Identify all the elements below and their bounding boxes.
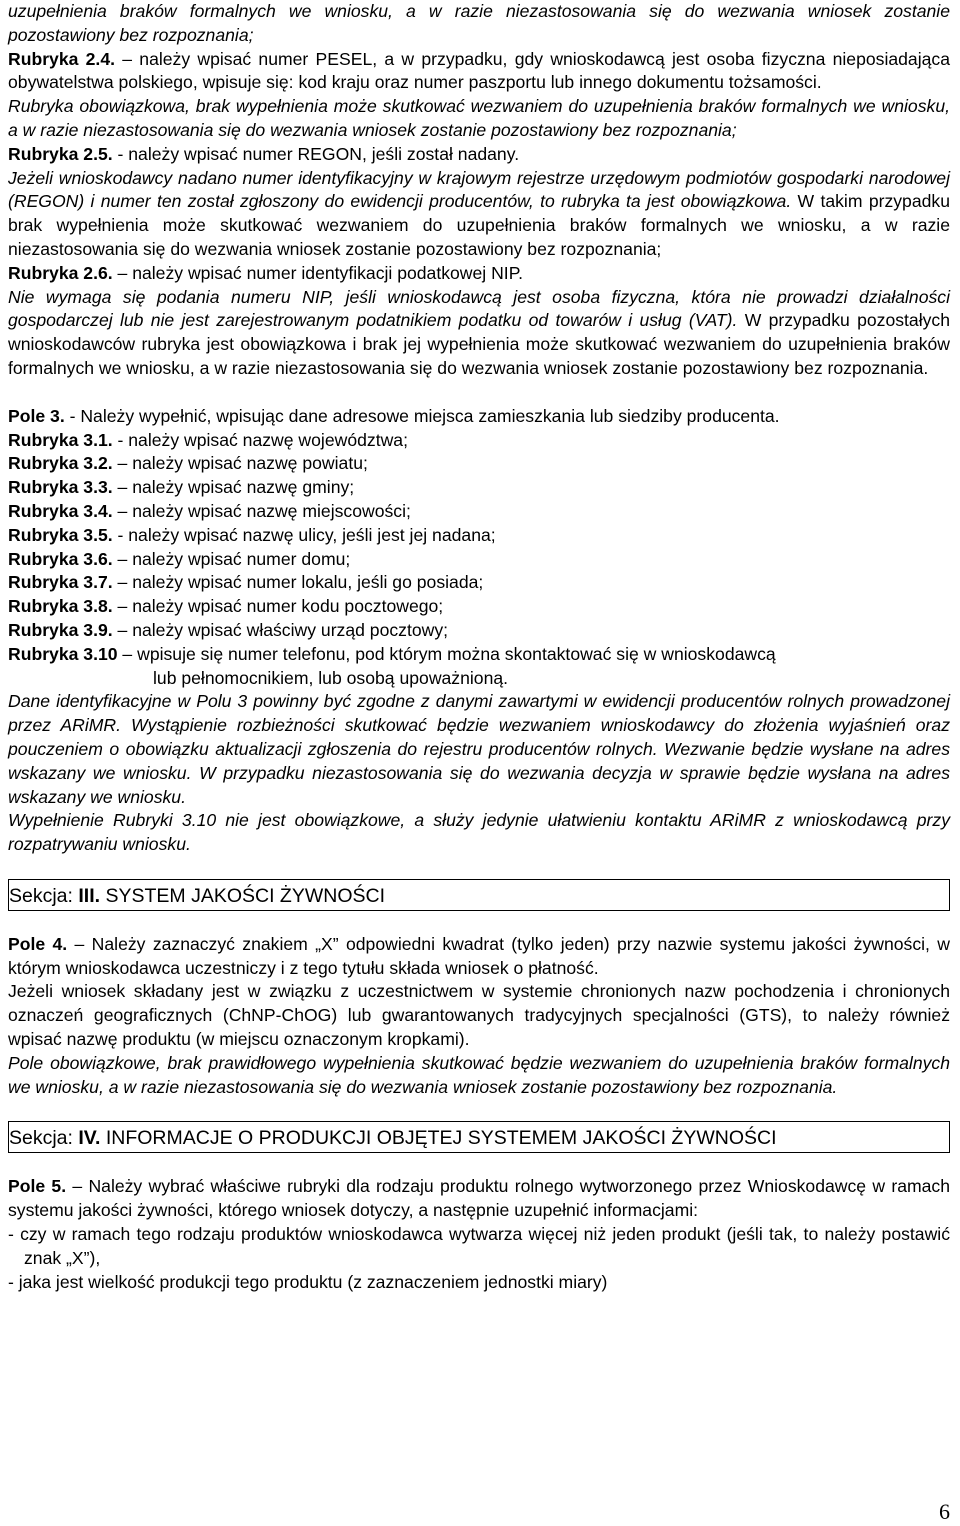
rubryka-text: – należy wpisać nazwę gminy; [112, 477, 355, 498]
section-header-iv [8, 1121, 950, 1153]
pole-3-note-2: Wypełnienie Rubryki 3.10 nie jest obowiązkowe, a służy jedynie ułatwieniu kontaktu ARiMR z wnioskodawcą przy rozpatrywaniu wniosku. [8, 810, 950, 855]
pole-4-note: Pole obowiązkowe, brak prawidłowego wypełnienia skutkować będzie wezwaniem do uzupełnienia braków formalnych we wniosku, a w razie niezastosowania się do wezwania wniosek zostanie pozostawiony bez rozpoznania. [8, 1052, 950, 1097]
rubryka-row [8, 595, 950, 619]
list-item: - jaka jest wielkość produkcji tego produktu (z zaznaczeniem jednostki miary) [8, 1271, 608, 1292]
section-title: INFORMACJE O PRODUKCJI OBJĘTEJ SYSTEMEM JAKOŚCI ŻYWNOŚCI [100, 1127, 777, 1150]
rubryka-label: Rubryka 3.5. [8, 524, 113, 545]
rubryka-row [8, 619, 950, 643]
rubryka-label: Rubryka 2.5. [8, 143, 113, 164]
section-number: III. [78, 884, 101, 907]
rubryka-row [8, 452, 950, 476]
rubryka-label: Rubryka 3.9. [8, 619, 113, 640]
pole-text: – Należy zaznaczyć znakiem „X” odpowiedni kwadrat (tylko jeden) przy nazwie systemu jakości żywności, w którym wnioskodawca uczestniczy i z tego tytułu składa wniosek o płatność. [8, 933, 950, 978]
rubryka-text: – należy wpisać numer PESEL, a w przypadku, gdy wnioskodawcą jest osoba fizyczna nieposiadająca obywatelstwa polskiego, wpisuje się: kod kraju oraz numer paszportu lub innego dokumentu tożsamości. [8, 48, 950, 93]
rubryka-text: – należy wpisać numer lokalu, jeśli go posiada; [112, 572, 484, 593]
rubryka-text: - należy wpisać nazwę ulicy, jeśli jest jej nadana; [112, 524, 496, 545]
rubryka-label: Rubryka 3.7. [8, 572, 113, 593]
rubryka-row [8, 500, 950, 524]
rubryka-row [8, 524, 950, 548]
document-page [8, 0, 950, 1294]
rubryka-3-10-cont: lub pełnomocnikiem, lub osobą upoważnioną. [153, 667, 509, 688]
rubryka-text: – należy wpisać nazwę powiatu; [112, 453, 368, 474]
rubryka-2-4-note: Rubryka obowiązkowa, brak wypełnienia może skutkować wezwaniem do uzupełnienia braków formalnych we wniosku, a w razie niezastosowania się do wezwania wniosek zostanie pozostawiony bez rozpoznania; [8, 96, 950, 140]
note-text: W takim przypadku brak wypełnienia może skutkować wezwaniem do uzupełnienia braków formalnych we wniosku, a w razie niezastosowania się do wezwania wniosek zostanie pozostawiony bez rozpoznania; [8, 191, 950, 259]
rubryka-2-4 [8, 48, 950, 96]
note-italic: Jeżeli wnioskodawcy nadano numer identyfikacyjny w krajowym rejestrze urzędowym podmiotów gospodarki narodowej (REGON) i numer ten został zgłoszony do ewidencji producentów, to rubryka ta jest obowiązkowa. [8, 167, 950, 212]
pole-text: - Należy wypełnić, wpisując dane adresowe miejsca zamieszkania lub siedziby producenta. [64, 405, 780, 426]
pole-4-p2: Jeżeli wniosek składany jest w związku z uczestnictwem w systemie chronionych nazw pochodzenia i chronionych oznaczeń geograficznych (ChNP-ChOG) lub gwarantowanych tradycyjnych specjalności (GTS), to należy również wpisać nazwę produktu (w miejscu oznaczonym kropkami). [8, 981, 950, 1050]
list-item: - czy w ramach tego rodzaju produktów wnioskodawca wytwarza więcej niż jeden produkt (jeśli tak, to należy postawić znak „X”), [8, 1224, 950, 1268]
rubryka-label: Rubryka 2.6. [8, 262, 113, 283]
rubryka-label: Rubryka 3.2. [8, 453, 113, 474]
pole-label: Pole 3. [8, 405, 65, 426]
rubryka-row [8, 571, 950, 595]
rubryka-row [8, 476, 950, 500]
rubryka-text: – należy wpisać nazwę miejscowości; [112, 500, 411, 521]
rubryka-label: Rubryka 3.8. [8, 596, 113, 617]
note-text: W przypadku pozostałych wnioskodawców rubryka jest obowiązkowa i brak jej wypełnienia może skutkować wezwaniem do uzupełnienia braków formalnych we wniosku, a w razie niezastosowania się do wezwania wniosek zostanie pozostawiony bez rozpoznania. [8, 310, 950, 378]
rubryka-text: - należy wpisać numer REGON, jeśli został nadany. [112, 143, 520, 164]
rubryka-2-6 [8, 262, 950, 286]
note-italic: Nie wymaga się podania numeru NIP, jeśli wnioskodawcą jest osoba fizyczna, która nie prowadzi działalności gospodarczej lub nie jest zarejestrowanym podatnikiem podatku od towarów i usług (VAT). [8, 286, 950, 331]
rubryka-row [8, 548, 950, 572]
rubryka-label: Rubryka 3.4. [8, 500, 113, 521]
rubryka-3-10 [8, 643, 950, 667]
rubryka-text: – należy wpisać numer domu; [112, 548, 351, 569]
pole-label: Pole 5. [8, 1176, 67, 1197]
pole-text: – Należy wybrać właściwe rubryki dla rodzaju produktu rolnego wytworzonego przez Wnioskodawcę w ramach systemu jakości żywności, którego wniosek dotyczy, a następnie uzupełnić informacjami: [8, 1176, 950, 1221]
rubryka-label: Rubryka 2.4. [8, 48, 115, 69]
section-header-iii [8, 879, 950, 911]
rubryka-2-6-note [8, 286, 950, 381]
pole-3 [8, 405, 950, 429]
rubryka-row [8, 429, 950, 453]
rubryka-label: Rubryka 3.10 [8, 643, 118, 664]
pole-5 [8, 1175, 950, 1223]
rubryka-text: – należy wpisać właściwy urząd pocztowy; [112, 619, 449, 640]
rubryka-text: – należy wpisać numer identyfikacji podatkowej NIP. [112, 262, 524, 283]
rubryka-text: - należy wpisać nazwę województwa; [112, 429, 408, 450]
rubryka-label: Rubryka 3.6. [8, 548, 113, 569]
pole-label: Pole 4. [8, 933, 68, 954]
section-prefix: Sekcja: [9, 884, 79, 907]
note-line: uzupełnienia braków formalnych we wniosku, a w razie niezastosowania się do wezwania wniosek zostanie pozostawiony bez rozpoznania; [8, 1, 950, 45]
section-number: IV. [78, 1127, 101, 1150]
page-number: 6 [939, 1499, 950, 1525]
pole-3-note: Dane identyfikacyjne w Polu 3 powinny być zgodne z danymi zawartymi w ewidencji producentów rolnych prowadzonej przez ARiMR. Wystąpienie rozbieżności skutkować będzie wezwaniem wnioskodawcy do złożenia wyjaśnień oraz pouczeniem o obowiązku aktualizacji zgłoszenia do rejestru producentów rolnych. Wezwanie będzie wysłane na adres wskazany we wniosku. W przypadku niezastosowania się do wezwania decyzja w sprawie będzie wysłana na adres wskazany we wniosku. [8, 691, 950, 807]
rubryka-2-5 [8, 143, 950, 167]
section-prefix: Sekcja: [9, 1127, 79, 1150]
rubryka-label: Rubryka 3.1. [8, 429, 113, 450]
rubryka-label: Rubryka 3.3. [8, 477, 113, 498]
rubryka-text: – wpisuje się numer telefonu, pod którym można skontaktować się w wnioskodawcą [117, 643, 776, 664]
rubryka-text: – należy wpisać numer kodu pocztowego; [112, 596, 444, 617]
pole-4 [8, 933, 950, 981]
section-title: SYSTEM JAKOŚCI ŻYWNOŚCI [100, 884, 385, 907]
rubryka-2-5-note [8, 167, 950, 262]
